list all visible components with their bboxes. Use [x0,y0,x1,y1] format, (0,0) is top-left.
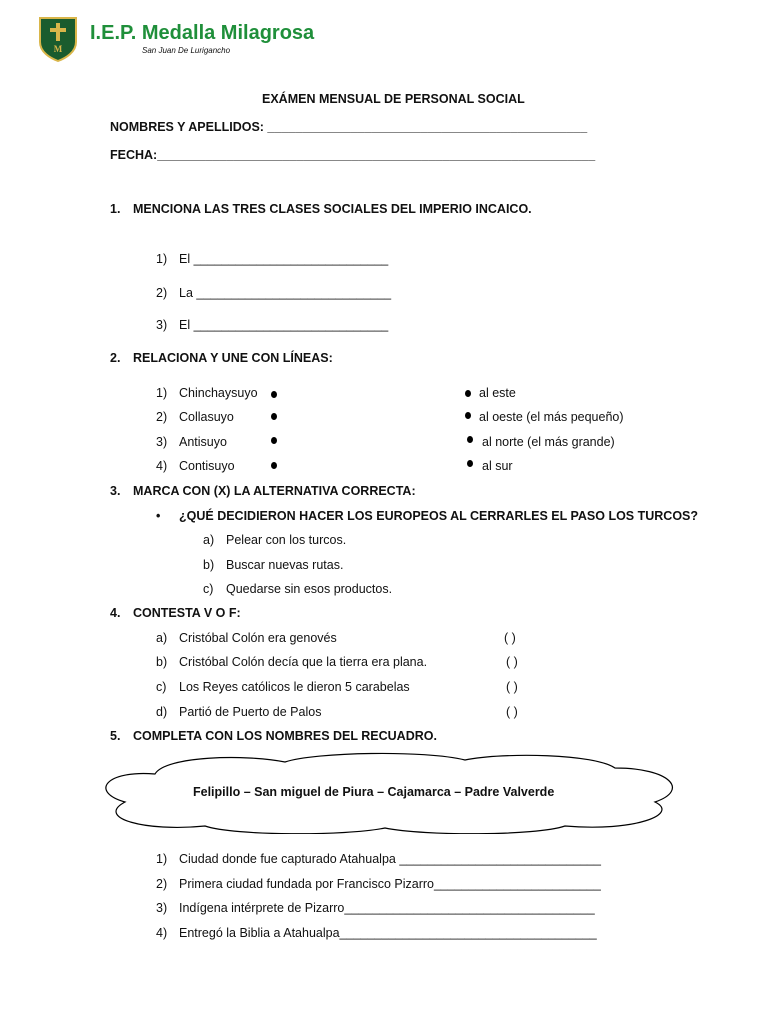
match-dot-right [467,460,473,467]
q4-item-text: Los Reyes católicos le dieron 5 carabelas [179,680,410,694]
q5-item-text: Indígena intérprete de Pizarro____________________________________ [179,901,595,915]
q2-left-num: 3) [156,435,168,449]
question-1-text: MENCIONA LAS TRES CLASES SOCIALES DEL IMPERIO INCAICO. [133,202,532,216]
q4-item-text: Cristóbal Colón decía que la tierra era plana. [179,655,428,669]
q2-left-num: 4) [156,459,168,473]
q2-left-label: Chinchaysuyo [179,386,258,400]
match-dot-left [271,437,277,444]
match-dot-right [465,412,471,419]
q5-item-num: 3) [156,901,168,915]
q4-item-letter: a) [156,631,168,645]
match-dot-left [271,462,277,469]
q4-item-letter: c) [156,680,167,694]
q2-right-label: al sur [482,459,513,473]
q3-option-text: Buscar nuevas rutas. [226,558,344,572]
question-4-number: 4. [110,606,121,620]
q2-left-num: 1) [156,386,168,400]
question-1-number: 1. [110,202,121,216]
q1-item-text: El ____________________________ [179,318,389,332]
match-dot-right [467,436,473,443]
q2-left-num: 2) [156,410,168,424]
q5-item-num: 1) [156,852,168,866]
school-location: San Juan De Lurigancho [142,46,231,55]
q4-answer-box: ( ) [506,705,518,719]
question-5-number: 5. [110,729,121,743]
q1-item-text: La ____________________________ [179,286,392,300]
svg-text:M: M [53,44,63,54]
match-dot-left [271,391,277,398]
q3-option-letter: a) [203,533,215,547]
question-2-text: RELACIONA Y UNE CON LÍNEAS: [133,351,333,365]
match-dot-left [271,413,277,420]
q3-option-letter: b) [203,558,215,572]
question-5-text: COMPLETA CON LOS NOMBRES DEL RECUADRO. [133,729,437,743]
name-field-label: NOMBRES Y APELLIDOS: ______________________________________________ [110,120,588,134]
q2-left-label: Collasuyo [179,410,234,424]
q5-item-text: Entregó la Biblia a Atahualpa_____________________________________ [179,926,597,940]
match-dot-right [465,390,471,397]
question-3-number: 3. [110,484,121,498]
question-3-text: MARCA CON (X) LA ALTERNATIVA CORRECTA: [133,484,416,498]
q5-item-num: 2) [156,877,168,891]
q3-question: ¿QUÉ DECIDIERON HACER LOS EUROPEOS AL CERRARLES EL PASO LOS TURCOS? [179,509,699,523]
school-name: I.E.P. Medalla Milagrosa [90,22,315,44]
q3-option-text: Pelear con los turcos. [226,533,347,547]
q4-answer-box: ( ) [506,655,518,669]
q2-left-label: Antisuyo [179,435,227,449]
q1-item-num: 3) [156,318,168,332]
q1-item-num: 2) [156,286,168,300]
question-4-text: CONTESTA V O F: [133,606,241,620]
q5-item-text: Primera ciudad fundada por Francisco Pizarro________________________ [179,877,601,891]
q4-item-text: Cristóbal Colón era genovés [179,631,337,645]
q1-item-text: El ____________________________ [179,252,389,266]
q4-answer-box: ( ) [504,631,516,645]
q2-right-label: al este [479,386,516,400]
q4-item-text: Partió de Puerto de Palos [179,705,322,719]
q4-item-letter: d) [156,705,168,719]
q4-item-letter: b) [156,655,168,669]
q3-option-text: Quedarse sin esos productos. [226,582,393,596]
q4-answer-box: ( ) [506,680,518,694]
bullet-icon: • [156,509,161,523]
q5-item-num: 4) [156,926,168,940]
q5-item-text: Ciudad donde fue capturado Atahualpa _____________________________ [179,852,601,866]
date-field-label: FECHA:_______________________________________________________________ [110,148,596,162]
q2-left-label: Contisuyo [179,459,235,473]
school-shield-logo [38,16,78,62]
word-bank-text: Felipillo – San miguel de Piura – Cajamarca – Padre Valverde [193,785,555,799]
q2-right-label: al norte (el más grande) [482,435,615,449]
q1-item-num: 1) [156,252,168,266]
q2-right-label: al oeste (el más pequeño) [479,410,624,424]
question-2-number: 2. [110,351,121,365]
exam-title: EXÁMEN MENSUAL DE PERSONAL SOCIAL [262,92,525,106]
q3-option-letter: c) [203,582,214,596]
